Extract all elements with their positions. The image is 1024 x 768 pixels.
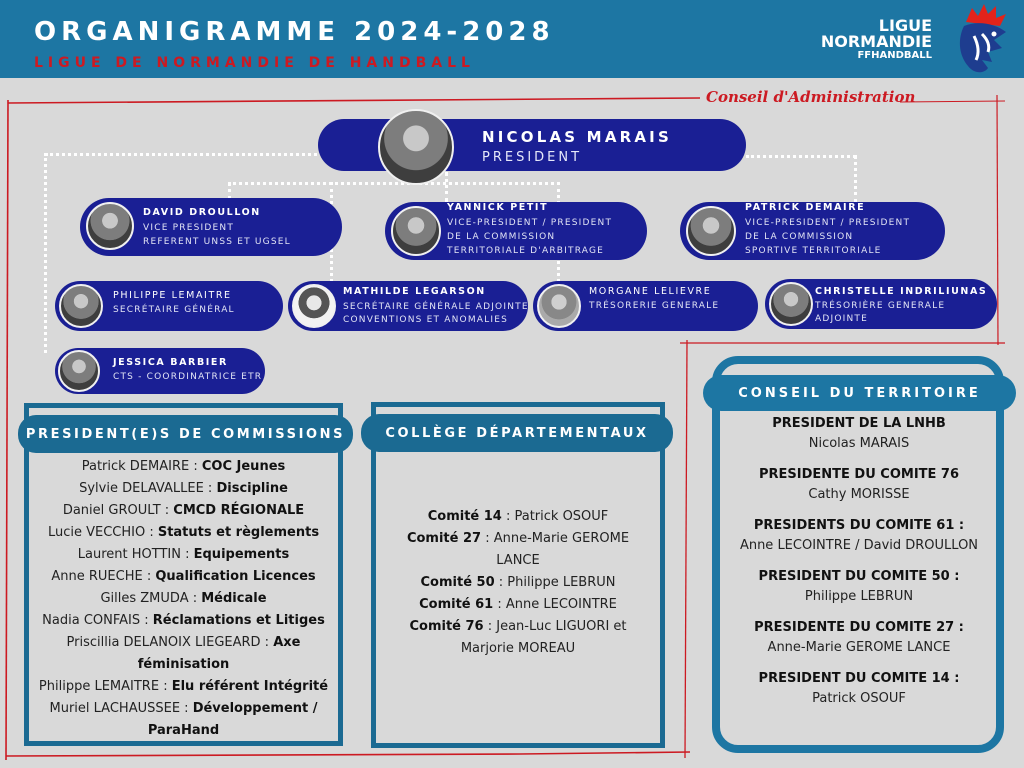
territoire-list (720, 414, 998, 720)
member-role: SPORTIVE TERRITORIALE (745, 246, 882, 256)
territoire-heading: PRESIDENT DU COMITE 50 : (758, 569, 960, 584)
territoire-heading: PRESIDENTE DU COMITE 27 : (754, 620, 964, 635)
college-list (385, 506, 651, 660)
member-card-morgane-lelievre (533, 281, 758, 331)
league-logo (820, 4, 1020, 74)
conseil-administration-label: Conseil d'Administration (706, 88, 916, 106)
territoire-value: Patrick OSOUF (812, 691, 906, 706)
member-name: YANNICK PETIT (447, 202, 549, 213)
college-item (385, 528, 651, 572)
college-comite: Comité 14 (427, 509, 502, 524)
commission-person: Daniel GROULT : (62, 503, 174, 518)
commission-item (30, 566, 337, 588)
member-role: VICE-PRESIDENT / PRESIDENT (447, 218, 613, 228)
commission-person: Anne RUECHE : (51, 569, 156, 584)
territoire-heading: PRESIDENTS DU COMITE 61 : (753, 518, 965, 533)
college-comite: Comité 50 (420, 575, 495, 590)
connector-line (228, 182, 560, 185)
member-card-philippe-lemaitre (55, 281, 283, 331)
college-item (385, 572, 651, 594)
member-card-patrick-demaire (680, 202, 945, 260)
commission-name: Equipements (193, 547, 290, 562)
member-role: ADJOINTE (815, 314, 868, 324)
college-person: : Philippe LEBRUN (494, 575, 616, 590)
territoire-item (720, 516, 998, 556)
member-role: TRÉSORIÈRE GENERALE (815, 301, 946, 311)
commission-item (30, 610, 337, 632)
member-card-jessica-barbier (55, 348, 265, 394)
commission-item (30, 478, 337, 500)
member-card-christelle-indriliunas (765, 279, 997, 329)
college-person: : Patrick OSOUF (501, 509, 609, 524)
territoire-value: Nicolas MARAIS (808, 436, 910, 451)
commission-name: COC Jeunes (201, 459, 286, 474)
member-photo (58, 350, 100, 392)
commission-name: Développement / ParaHand (147, 701, 318, 738)
logo-line-3: FFHANDBALL (857, 50, 932, 61)
commission-name: Statuts et règlements (157, 525, 320, 540)
member-role: VICE-PRESIDENT / PRESIDENT (745, 218, 911, 228)
commission-name: CMCD RÉGIONALE (173, 503, 305, 518)
commission-person: Patrick DEMAIRE : (81, 459, 202, 474)
member-photo (59, 284, 103, 328)
commissions-title: PRESIDENT(E)S DE COMMISSIONS (18, 415, 353, 453)
connector-line (854, 155, 857, 203)
member-photo (292, 284, 336, 328)
territoire-heading: PRESIDENT DE LA LNHB (772, 416, 946, 431)
college-comite: Comité 61 (419, 597, 494, 612)
commission-person: Nadia CONFAIS : (42, 613, 153, 628)
territoire-item (720, 567, 998, 607)
college-person: : Anne-Marie GEROME LANCE (481, 531, 630, 568)
page-subtitle: LIGUE DE NORMANDIE DE HANDBALL (34, 55, 475, 71)
commission-name: Axe féminisation (137, 635, 301, 672)
member-role: TRÉSORERIE GENERALE (589, 301, 720, 311)
header-banner (0, 0, 1024, 78)
commissions-list (30, 456, 337, 742)
member-role: DE LA COMMISSION (745, 232, 854, 242)
member-role: SECRÉTAIRE GÉNÉRAL (113, 305, 235, 315)
commission-person: Laurent HOTTIN : (77, 547, 194, 562)
member-name: PHILIPPE LEMAITRE (113, 290, 232, 301)
member-photo (391, 206, 441, 256)
college-comite: Comité 27 (406, 531, 482, 546)
commission-item (30, 698, 337, 742)
commission-item (30, 632, 337, 676)
college-title: COLLÈGE DÉPARTEMENTAUX (361, 414, 673, 452)
member-role: SECRÉTAIRE GÉNÉRALE ADJOINTE (343, 302, 529, 312)
member-name: MATHILDE LEGARSON (343, 286, 486, 297)
commission-name: Discipline (216, 481, 288, 496)
commission-person: Priscillia DELANOIX LIEGEARD : (66, 635, 274, 650)
territoire-item (720, 618, 998, 658)
logo-line-1: LIGUE (878, 16, 932, 35)
member-name: PATRICK DEMAIRE (745, 202, 866, 213)
member-name: MORGANE LELIEVRE (589, 286, 712, 297)
commission-person: Lucie VECCHIO : (47, 525, 158, 540)
commission-item (30, 522, 337, 544)
connector-line (44, 153, 47, 353)
college-comite: Comité 76 (409, 619, 484, 634)
commission-name: Qualification Licences (155, 569, 316, 584)
territoire-value: Anne-Marie GEROME LANCE (767, 640, 951, 655)
college-item (385, 506, 651, 528)
member-role: DE LA COMMISSION (447, 232, 556, 242)
member-photo (86, 202, 134, 250)
commission-name: Médicale (201, 591, 267, 606)
president-role: PRESIDENT (482, 150, 583, 165)
member-name: JESSICA BARBIER (113, 357, 228, 368)
member-role: CONVENTIONS ET ANOMALIES (343, 315, 509, 325)
commission-person: Sylvie DELAVALLEE : (79, 481, 217, 496)
territoire-heading: PRESIDENTE DU COMITE 76 (758, 467, 960, 482)
member-photo (537, 284, 581, 328)
commission-name: Réclamations et Litiges (152, 613, 325, 628)
territoire-item (720, 669, 998, 709)
connector-line (746, 155, 856, 158)
connector-line (45, 153, 317, 156)
commission-item (30, 500, 337, 522)
commission-person: Muriel LACHAUSSEE : (49, 701, 193, 716)
commission-person: Gilles ZMUDA : (100, 591, 202, 606)
commission-person: Philippe LEMAITRE : (38, 679, 172, 694)
member-photo (769, 282, 813, 326)
president-name: NICOLAS MARAIS (482, 128, 672, 146)
connector-line (445, 172, 448, 202)
territoire-item (720, 414, 998, 454)
member-name: CHRISTELLE INDRILIUNAS (815, 286, 988, 297)
territoire-value: Cathy MORISSE (808, 487, 910, 502)
commission-item (30, 544, 337, 566)
territoire-value: Philippe LEBRUN (804, 589, 914, 604)
territoire-title: CONSEIL DU TERRITOIRE (703, 375, 1016, 411)
member-card-mathilde-legarson (288, 281, 528, 331)
member-photo (686, 206, 736, 256)
member-role: REFERENT UNSS ET UGSEL (143, 237, 291, 247)
page-title: ORGANIGRAMME 2024-2028 (34, 17, 555, 47)
territoire-value: Anne LECOINTRE / David DROULLON (739, 538, 979, 553)
member-role: CTS - COORDINATRICE ETR (113, 372, 263, 382)
president-card (318, 119, 746, 171)
college-item (385, 616, 651, 660)
logo-line-2: NORMANDIE (820, 32, 932, 51)
member-name: DAVID DROULLON (143, 207, 261, 218)
member-role: VICE PRESIDENT (143, 223, 235, 233)
president-photo (378, 109, 454, 185)
member-card-yannick-petit (385, 202, 647, 260)
territoire-heading: PRESIDENT DU COMITE 14 : (758, 671, 960, 686)
college-person: : Anne LECOINTRE (493, 597, 617, 612)
member-card-david-droullon (80, 198, 342, 256)
college-person: : Jean-Luc LIGUORI et Marjorie MOREAU (460, 619, 627, 656)
commission-item (30, 588, 337, 610)
commission-name: Elu référent Intégrité (171, 679, 329, 694)
territoire-item (720, 465, 998, 505)
rooster-icon (952, 4, 1012, 76)
commission-item (30, 676, 337, 698)
member-role: TERRITORIALE D'ARBITRAGE (447, 246, 605, 256)
commission-item (30, 456, 337, 478)
college-item (385, 594, 651, 616)
